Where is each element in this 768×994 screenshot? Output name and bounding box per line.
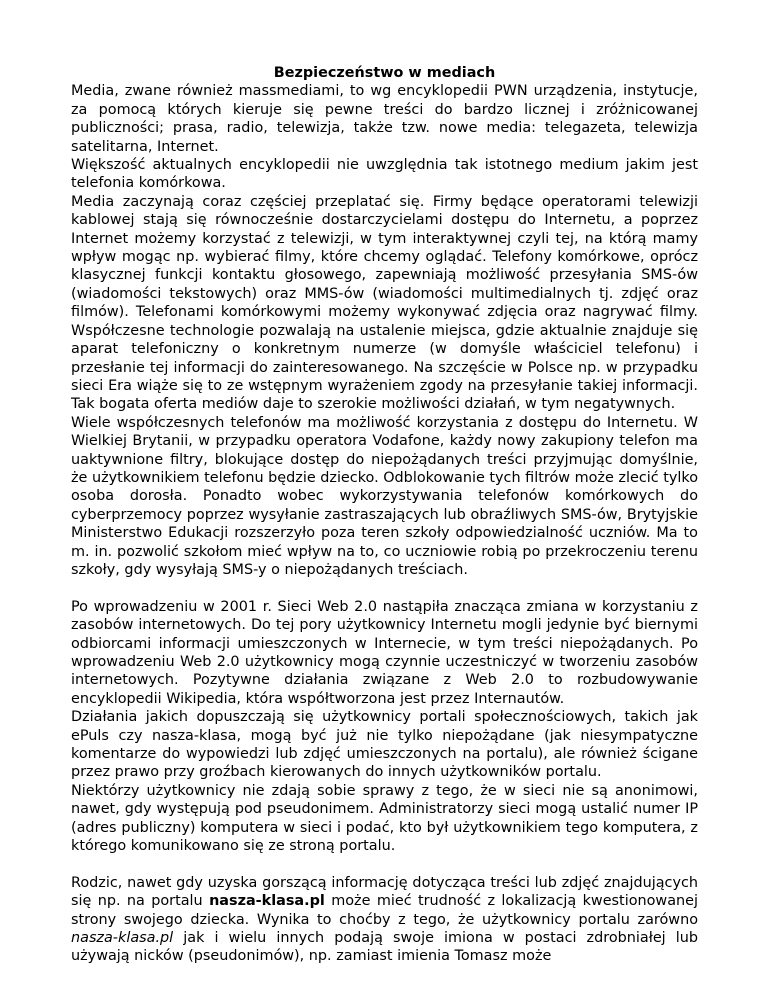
document-title: Bezpieczeństwo w mediach [273,65,496,81]
paragraph-anonymity: Niektórzy użytkownicy nie zdają sobie sprawy z tego, że w sieci nie są anonimowi, nawet, gdy występują pod pseudonimem. Administratorzy sieci mogą ustalić numer IP (adres publiczny) komputera w sieci i podać, kto był użytkownikiem tego komputera, z którego komunikowano się ze stroną portalu. [71,782,698,855]
paragraph-text-part1: Rodzic, nawet gdy uzyska gorszącą informację dotycząca treści lub zdjęć znajdujących się np. na portalu [71,874,698,910]
paragraph-phone-internet: Wiele współczesnych telefonów ma możliwość korzystania z dostępu do Internetu. W Wielkiej Brytanii, w przypadku operatora Vodafone, każdy nowy zakupiony telefon ma uaktywnione filtry, blokujące dostęp do niepożądanych treści przyjmując domyślnie, że użytkownikiem telefonu będzie dziecko. Odblokowanie tych filtrów może zlecić tylko osoba dorosła. Ponadto wobec wykorzystywania telefonów komórkowych do cyberprzemocy poprzez wysyłanie zastraszających lub obraźliwych SMS-ów, Brytyjskie Ministerstwo Edukacji rozszerzyło poza teren szkoły odpowiedzialność uczniów. Ma to m. in. pozwolić szkołom mieć wpływ na to, co uczniowie robią po przekroczeniu terenu szkoły, gdy wysyłają SMS-y o niepożądanych treściach. [71,414,698,578]
portal-name-bold: nasza-klasa.pl [209,893,325,910]
paragraph-media-definition: Media, zwane również massmediami, to wg encyklopedii PWN urządzenia, instytucje, za pomocą których kieruje się pewne treści do bardzo licznej i zróżnicowanej publiczności; prasa, radio, telewizja, także tzw. nowe media: telegazeta, telewizja satelitarna, Internet. [71,83,698,155]
paragraph-web20: Po wprowadzeniu w 2001 r. Sieci Web 2.0 nastąpiła znacząca zmiana w korzystaniu z zasobów internetowych. Do tej pory użytkownicy Internetu mogli jedynie być biernymi odbiorcami informacji umieszczonych w Internecie, w tym treści niepożądanych. Po wprowadzeniu Web 2.0 użytkownicy mogą czynnie uczestniczyć w tworzeniu zasobów internetowych. Pozytywne działania związane z Web 2.0 to rozbudowywanie encyklopedii Wikipedia, która współtworzona jest przez Internautów. [71,598,698,707]
document-page [71,64,698,966]
portal-name-italic: nasza-klasa.pl [71,930,174,947]
paragraph-text-part3: jak i wielu innych podają swoje imiona w postaci zdrobniałej lub używają nicków (pseudonimów), np. zamiast imienia Tomasz może [71,930,698,965]
paragraph-spacer [71,855,698,873]
paragraph-spacer [71,579,698,597]
paragraph-text-part2: może mieć trudność z lokalizacją kwestionowanej strony swojego dziecka. Wynika to choćby z tego, że użytkownicy portalu zarówno [71,893,698,928]
paragraph-mobile-telephony: Większość aktualnych encyklopedii nie uwzględnia tak istotnego medium jakim jest telefonia komórkowa. [71,157,698,192]
paragraph-social-portals: Działania jakich dopuszczają się użytkownicy portali społecznościowych, takich jak ePuls czy nasza-klasa, mogą być już nie tylko niepożądane (jak niesympatyczne komentarze do wypowiedzi lub zdjęć umieszczonych na portalu), ale również ścigane przez prawo przy groźbach kierowanych do innych użytkowników portalu. [71,709,698,781]
paragraph-media-convergence: Media zaczynają coraz częściej przeplatać się. Firmy będące operatorami telewizji kablowej stają się równocześnie dostarczycielami dostępu do Internetu, a poprzez Internet możemy korzystać z telewizji, w tym interaktywnej czyli tej, na którą mamy wpływ mogąc np. wybierać filmy, które chcemy oglądać. Telefony komórkowe, oprócz klasycznej funkcji kontaktu głosowego, zapewniają możliwość przesyłania SMS-ów (wiadomości tekstowych) oraz MMS-ów (wiadomości multimedialnych tj. zdjęć oraz filmów). Telefonami komórkowymi możemy wykonywać zdjęcia oraz nagrywać filmy. Współczesne technologie pozwalają na ustalenie miejsca, gdzie aktualnie znajduje się aparat telefoniczny o konkretnym numerze (w domyśle właściciel telefonu) i przesłanie tej informacji do zainteresowanego. Na szczęście w Polsce np. w przypadku sieci Era wiąże się to ze wstępnym wyrażeniem zgody na przesyłanie takiej informacji. Tak bogata oferta mediów daje to szerokie możliwości działań, w tym negatywnych. [71,193,698,413]
paragraph-parent-info [71,874,698,966]
